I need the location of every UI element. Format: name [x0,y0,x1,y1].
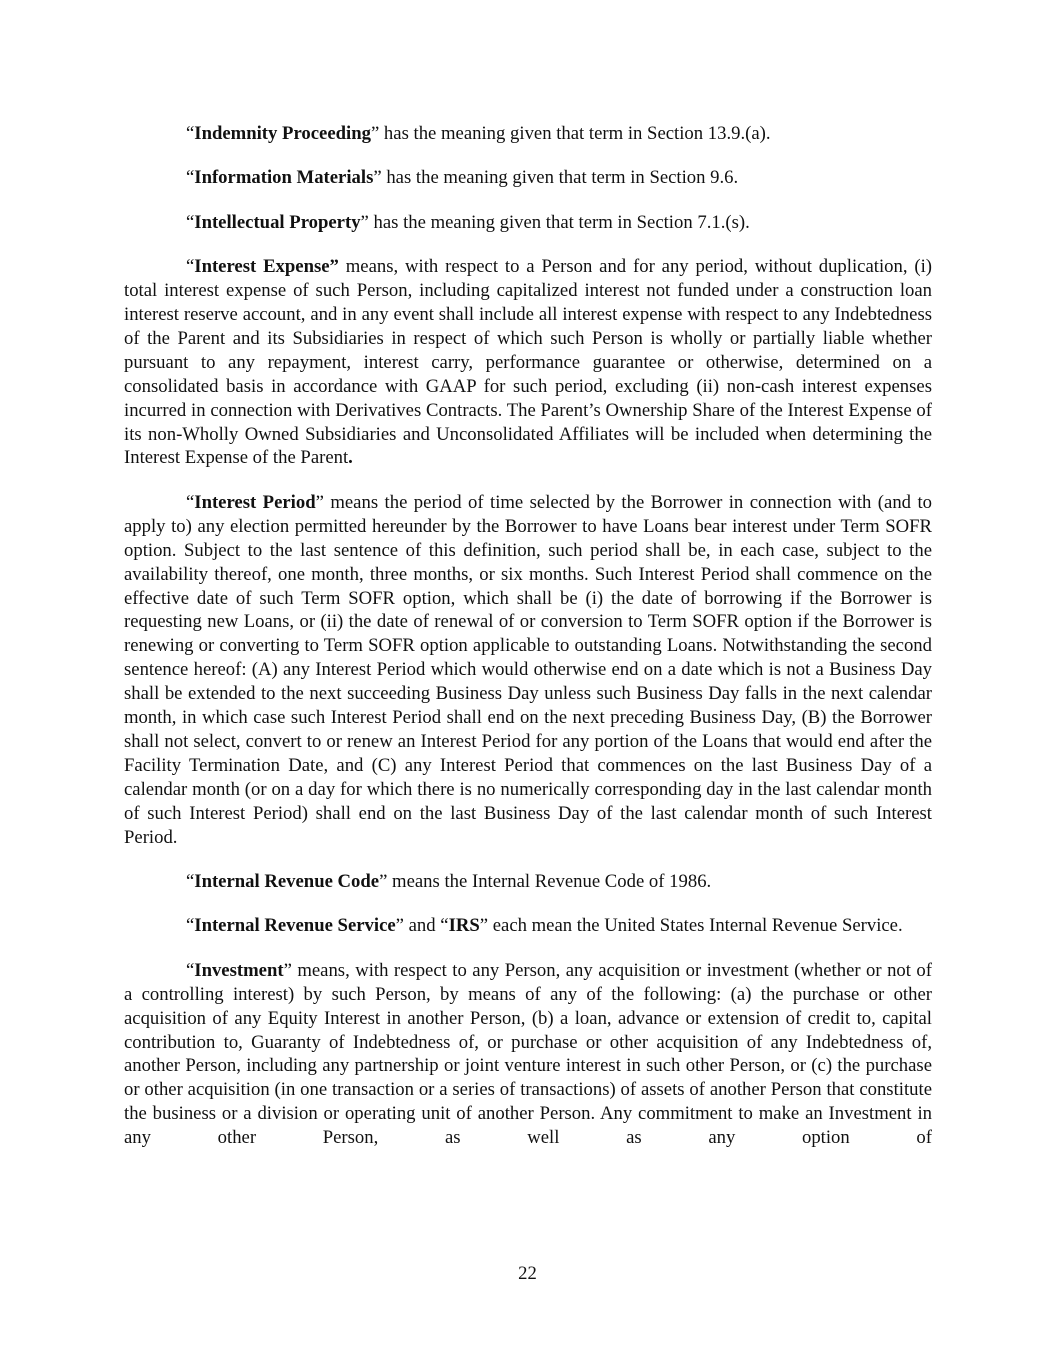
defined-term: Internal Revenue Service [194,915,396,937]
open-quote: “ [186,959,195,981]
defined-term: Indemnity Proceeding [194,123,371,144]
open-quote: “ [186,915,195,937]
definition-interest-expense [124,255,932,470]
closing-period: . [348,447,353,469]
connector-text: ” and “ [395,915,449,937]
definition-text: ” has the meaning given that term in Section 9.6. [373,167,739,189]
definition-text: ” means the period of time selected by the Borrower in connection with (and to apply to) any election permitted hereunder by the Borrower to have Loans bear interest under Term SOFR option. Subject to the last sentence of this definition, such period shall be, in each case, subject to the availability thereof, one month, three months, or six months. Such Interest Period shall commence on the effective date of such Term SOFR option, which shall be (i) the date of borrowing if the Borrower is requesting new Loans, or (ii) the date of renewal of or conversion to Term SOFR option if the Borrower is renewing or converting to Term SOFR option applicable to outstanding Loans. Notwithstanding the second sentence hereof: (A) any Interest Period which would otherwise end on a date which is not a Business Day shall be extended to the next succeeding Business Day unless such Business Day falls in the next calendar month, in which case such Interest Period shall end on the next preceding Business Day, (B) the Borrower shall not select, convert to or renew an Interest Period for any portion of the Loans that would end after the Facility Termination Date, and (C) any Interest Period that commences on the last Business Day of a calendar month (or on a day for which there is no numerically corresponding day in the last calendar month of such Interest Period) shall end on the last Business Day of the last calendar month of such Interest Period. [124,491,932,848]
definition-internal-revenue-code [124,870,932,894]
open-quote: “ [186,123,195,144]
definition-text: ” means, with respect to any Person, any acquisition or investment (whether or not of a controlling interest) by such Person, by means of any of the following: (a) the purchase or other acquisition of any Equity Interest in another Person, (b) a loan, advance or extension of credit to, capital contribution to, Guaranty of Indebtedness of, or purchase or other acquisition of any Indebtedness of, another Person, including any partnership or joint venture interest in such other Person, or (c) the purchase or other acquisition (in one transaction or a series of transactions) of assets of another Person that constitute the business or a division or operating unit of another Person. Any commitment to make an Investment in any other Person, as well as any option of [124,959,932,1149]
definition-text: ” means the Internal Revenue Code of 1986. [379,870,712,892]
definition-internal-revenue-service [124,914,932,938]
definition-text: means, with respect to a Person and for any period, without duplication, (i) total interest expense of such Person, including capitalized interest not funded under a construction loan interest reserve account, and in any event shall include all interest expense with respect to any Indebtedness of the Parent and its Subsidiaries in respect of which such Person is wholly or partially liable whether pursuant to any repayment, interest carry, performance guarantee or otherwise, determined on a consolidated basis in accordance with GAAP for such period, excluding (ii) non-cash interest expenses incurred in connection with Derivatives Contracts. The Parent’s Ownership Share of the Interest Expense of its non-Wholly Owned Subsidiaries and Unconsolidated Affiliates will be included when determining the Interest Expense of the Parent [124,256,932,469]
open-quote: “ [186,870,195,892]
definition-text: ” has the meaning given that term in Section 7.1.(s). [360,211,750,233]
open-quote: “ [186,256,195,278]
definition-investment [124,959,932,1150]
definition-information-materials [124,166,932,190]
definition-intellectual-property [124,211,932,235]
page-number: 22 [518,1263,537,1284]
open-quote: “ [186,167,195,189]
defined-term: Information Materials [194,167,374,189]
definition-interest-period [124,491,932,850]
defined-term: Interest Period [194,491,316,513]
open-quote: “ [186,211,195,233]
defined-term: Interest Expense” [194,256,339,278]
definition-indemnity-proceeding [124,122,932,146]
defined-term: Intellectual Property [194,211,361,233]
defined-term: Internal Revenue Code [194,870,380,892]
defined-term-irs: IRS [448,915,480,937]
defined-term: Investment [194,959,284,981]
document-body [124,122,932,1171]
definition-text: ” has the meaning given that term in Section 13.9.(a). [370,123,771,144]
definition-text: ” each mean the United States Internal Revenue Service. [479,915,903,937]
open-quote: “ [186,491,195,513]
